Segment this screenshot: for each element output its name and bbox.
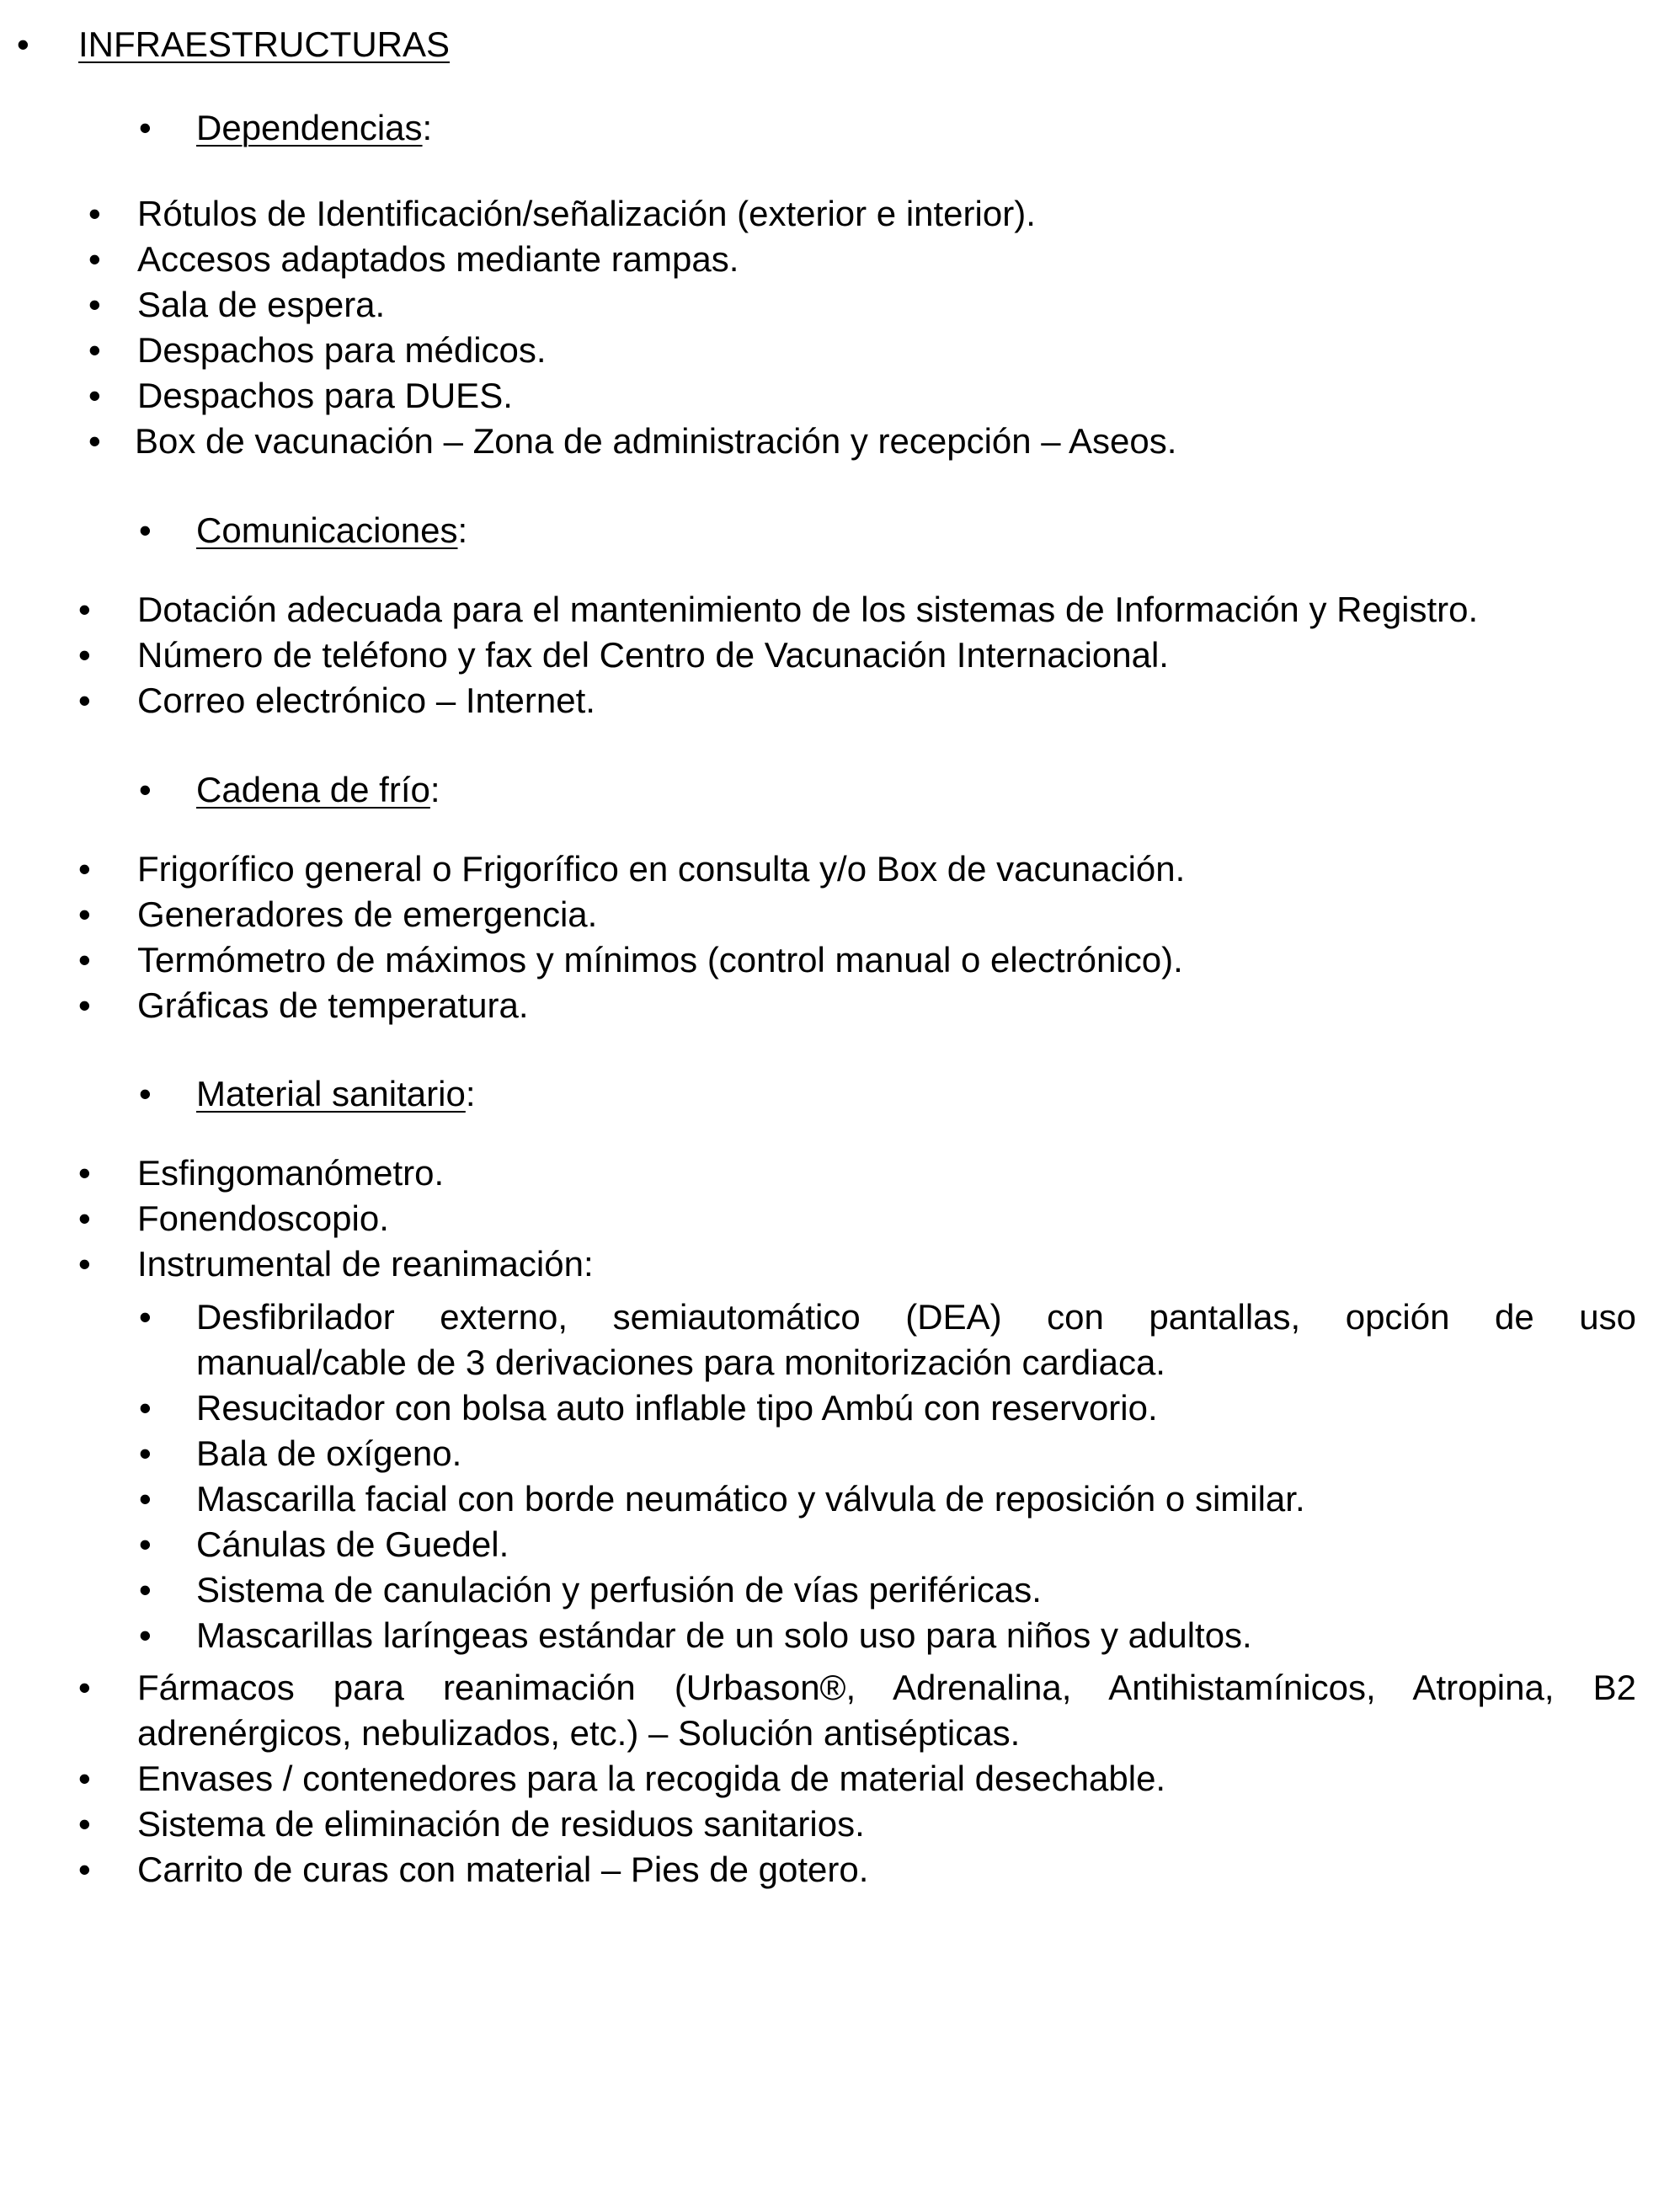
list-item: Termómetro de máximos y mínimos (control manual o electrónico). bbox=[137, 940, 1183, 980]
bullet: • bbox=[78, 1198, 91, 1238]
list-item: Carrito de curas con material – Pies de gotero. bbox=[137, 1850, 869, 1889]
list-item: Dotación adecuada para el mantenimiento de los sistemas de Información y Registro. bbox=[137, 590, 1479, 629]
bullet: • bbox=[139, 1074, 152, 1113]
bullet: • bbox=[88, 285, 101, 324]
bullet: • bbox=[78, 985, 91, 1025]
section-heading-dependencias: Dependencias: bbox=[196, 108, 433, 147]
section-heading-cadena-de-frio: Cadena de frío: bbox=[196, 770, 440, 809]
bullet: • bbox=[139, 770, 152, 809]
list-item: Número de teléfono y fax del Centro de Vacunación Internacional. bbox=[137, 635, 1169, 675]
bullet: • bbox=[139, 1433, 152, 1473]
list-item: Despachos para médicos. bbox=[137, 330, 547, 370]
sub-list-item-continuation: manual/cable de 3 derivaciones para monitorización cardiaca. bbox=[196, 1343, 1165, 1382]
bullet: • bbox=[88, 239, 101, 279]
section-heading-material-sanitario: Material sanitario: bbox=[196, 1074, 476, 1113]
bullet: • bbox=[139, 510, 152, 550]
list-item: Correo electrónico – Internet. bbox=[137, 681, 595, 720]
sub-list-item: Sistema de canulación y perfusión de vías periféricas. bbox=[196, 1570, 1042, 1609]
bullet: • bbox=[78, 940, 91, 980]
list-item: Sistema de eliminación de residuos sanitarios. bbox=[137, 1804, 865, 1844]
list-item-continuation: adrenérgicos, nebulizados, etc.) – Solución antisépticas. bbox=[137, 1713, 1021, 1753]
sub-list-item: Mascarilla facial con borde neumático y válvula de reposición o similar. bbox=[196, 1479, 1305, 1519]
bullet: • bbox=[17, 24, 29, 64]
sub-list-item: Bala de oxígeno. bbox=[196, 1433, 462, 1473]
section-heading-comunicaciones: Comunicaciones: bbox=[196, 510, 468, 550]
bullet: • bbox=[78, 849, 91, 889]
bullet: • bbox=[139, 1524, 152, 1564]
sub-list-item: Mascarillas laríngeas estándar de un solo uso para niños y adultos. bbox=[196, 1615, 1252, 1655]
sub-list-item: Resucitador con bolsa auto inflable tipo Ambú con reservorio. bbox=[196, 1388, 1158, 1428]
bullet: • bbox=[139, 1615, 152, 1655]
bullet: • bbox=[139, 1570, 152, 1609]
list-item: Esfingomanómetro. bbox=[137, 1153, 445, 1193]
bullet: • bbox=[78, 681, 91, 720]
bullet: • bbox=[78, 635, 91, 675]
list-item: Gráficas de temperatura. bbox=[137, 985, 529, 1025]
list-item: Accesos adaptados mediante rampas. bbox=[137, 239, 739, 279]
bullet: • bbox=[88, 330, 101, 370]
bullet: • bbox=[88, 421, 101, 461]
document-title: INFRAESTRUCTURAS bbox=[78, 24, 451, 64]
bullet: • bbox=[139, 108, 152, 147]
list-item: Instrumental de reanimación: bbox=[137, 1244, 594, 1284]
bullet: • bbox=[139, 1388, 152, 1428]
bullet: • bbox=[78, 1759, 91, 1798]
list-item: Frigorífico general o Frigorífico en consulta y/o Box de vacunación. bbox=[137, 849, 1186, 889]
bullet: • bbox=[78, 1153, 91, 1193]
sub-list-item: Desfibrilador externo, semiautomático (DEA) con pantallas, opción de uso bbox=[196, 1297, 1636, 1337]
list-item: Despachos para DUES. bbox=[137, 376, 513, 415]
bullet: • bbox=[78, 590, 91, 629]
bullet: • bbox=[78, 1244, 91, 1284]
bullet: • bbox=[139, 1479, 152, 1519]
bullet: • bbox=[139, 1297, 152, 1337]
bullet: • bbox=[78, 1668, 91, 1707]
bullet: • bbox=[78, 1804, 91, 1844]
sub-list-item: Cánulas de Guedel. bbox=[196, 1524, 509, 1564]
list-item: Fármacos para reanimación (Urbason®, Adrenalina, Antihistamínicos, Atropina, B2 bbox=[137, 1668, 1636, 1707]
list-item: Sala de espera. bbox=[137, 285, 386, 324]
list-item: Envases / contenedores para la recogida de material desechable. bbox=[137, 1759, 1166, 1798]
list-item: Fonendoscopio. bbox=[137, 1198, 389, 1238]
list-item: Box de vacunación – Zona de administración y recepción – Aseos. bbox=[135, 421, 1177, 461]
bullet: • bbox=[88, 376, 101, 415]
bullet: • bbox=[88, 194, 101, 233]
list-item: Rótulos de Identificación/señalización (exterior e interior). bbox=[137, 194, 1036, 233]
bullet: • bbox=[78, 1850, 91, 1889]
list-item: Generadores de emergencia. bbox=[137, 894, 598, 934]
bullet: • bbox=[78, 894, 91, 934]
